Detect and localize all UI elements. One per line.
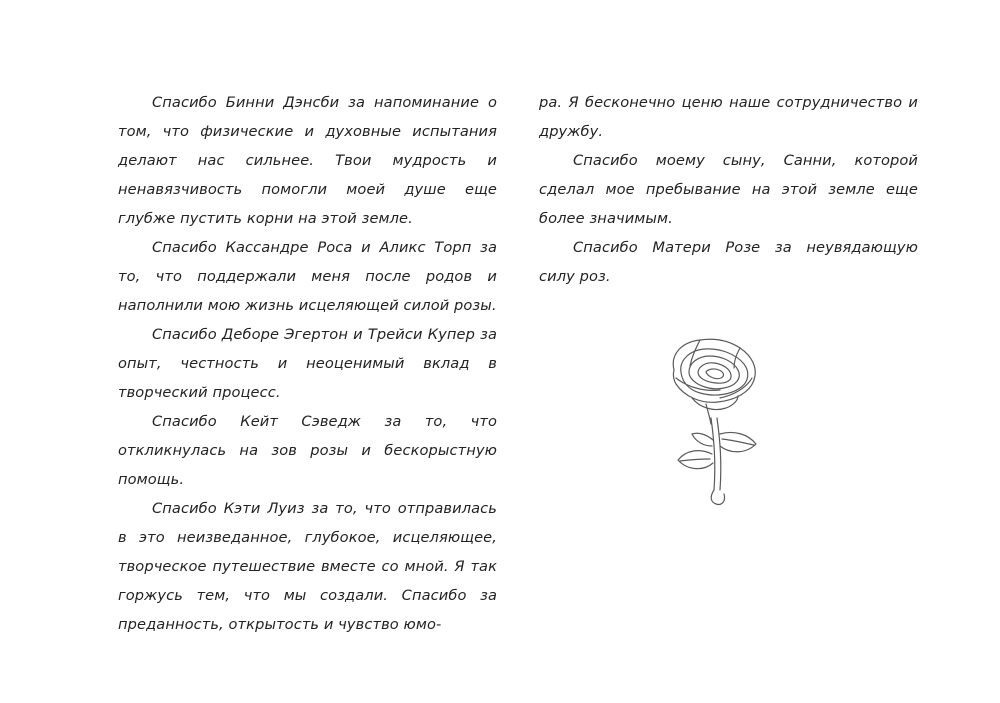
rose-illustration xyxy=(648,322,788,512)
rose-line-drawing-icon xyxy=(648,322,788,512)
text-columns xyxy=(118,88,918,639)
paragraph: Спасибо Кассандре Роса и Аликс Торп за то, что поддержали меня после родов и наполнили мою жизнь исцеляющей силой розы. xyxy=(118,239,497,314)
left-column xyxy=(118,88,497,639)
paragraph: Спасибо Кэти Луиз за то, что отправилась в это неизведанное, глубокое, исцеляющее, творческое путешествие вместе со мной. Я так горжусь тем, что мы создали. Спасибо за преданность, открытость и чувство юмо- xyxy=(118,500,497,633)
paragraph: Спасибо Матери Розе за неувядающую силу роз. xyxy=(539,239,918,285)
paragraph: ра. Я бесконечно ценю наше сотрудничество и дружбу. xyxy=(539,94,918,140)
paragraph: Спасибо Деборе Эгертон и Трейси Купер за опыт, честность и неоценимый вклад в творческий процесс. xyxy=(118,326,497,401)
paragraph: Спасибо Кейт Сэведж за то, что откликнулась на зов розы и бескорыстную помощь. xyxy=(118,413,497,488)
paragraph: Спасибо Бинни Дэнсби за напоминание о том, что физические и духовные испытания делают нас сильнее. Твои мудрость и ненавязчивость помогли моей душе еще глубже пустить корни на этой земле. xyxy=(118,94,497,227)
paragraph: Спасибо моему сыну, Санни, которой сделал мое пребывание на этой земле еще более значимым. xyxy=(539,152,918,227)
